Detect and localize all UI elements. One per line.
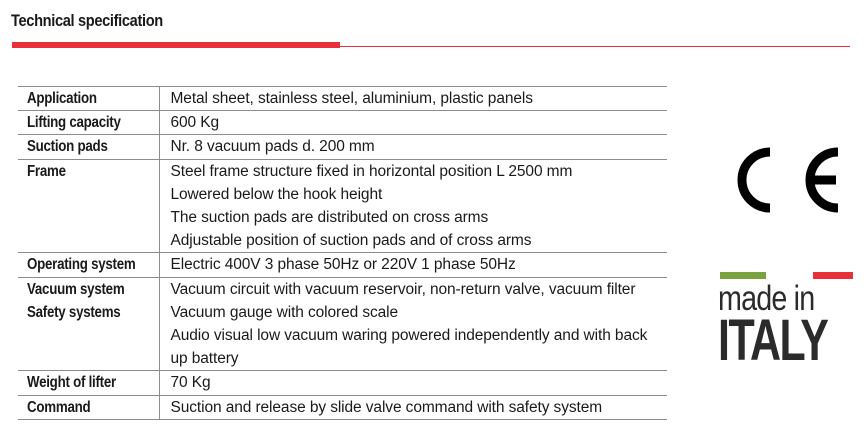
- row-value: Suction and release by slide valve command with safety system: [170, 398, 603, 416]
- row-label: Application: [18, 87, 159, 111]
- row-value: 600 Kg: [170, 114, 220, 132]
- row-value: Steel frame structure fixed in horizontal position L 2500 mm Lowered below the hook height The suction pads are distributed on cross arms Adjustable position of suction pads and of cross arms: [170, 162, 573, 250]
- flag-green-stripe: [720, 272, 766, 279]
- title-underline-thin: [340, 46, 850, 47]
- table-row: [18, 159, 667, 253]
- row-label: Weight of lifter: [18, 371, 159, 395]
- page-title: Technical specification: [11, 11, 163, 30]
- italy-text: ITALY: [718, 308, 828, 373]
- table-row: [18, 395, 667, 419]
- row-label: Lifting capacity: [18, 111, 159, 135]
- table-row: [18, 135, 667, 159]
- row-label: Operating system: [18, 253, 159, 277]
- spec-table: [18, 86, 667, 420]
- made-in-text: made in: [718, 279, 815, 318]
- table-row: [18, 87, 667, 111]
- row-label: Suction pads: [18, 135, 159, 159]
- table-row: [18, 277, 667, 371]
- made-in-italy-logo: [716, 270, 856, 380]
- row-label: Command: [18, 395, 159, 419]
- title-underline-thick: [12, 42, 340, 48]
- row-value: Electric 400V 3 phase 50Hz or 220V 1 phase 50Hz: [170, 256, 516, 274]
- table-row: [18, 371, 667, 395]
- ce-mark-icon: [730, 140, 850, 220]
- row-value: Metal sheet, stainless steel, aluminium, plastic panels: [170, 90, 533, 107]
- table-row: [18, 253, 667, 277]
- row-value: Vacuum circuit with vacuum reservoir, non-return valve, vacuum filter Vacuum gauge with colored scale Audio visual low vacuum waring powered independently and with back up battery: [170, 280, 648, 368]
- row-label: Frame: [18, 159, 159, 253]
- row-value: Nr. 8 vacuum pads d. 200 mm: [170, 138, 375, 156]
- flag-red-stripe: [813, 272, 853, 279]
- row-value: 70 Kg: [170, 374, 211, 392]
- row-label: Vacuum system Safety systems: [18, 277, 159, 371]
- table-row: [18, 111, 667, 135]
